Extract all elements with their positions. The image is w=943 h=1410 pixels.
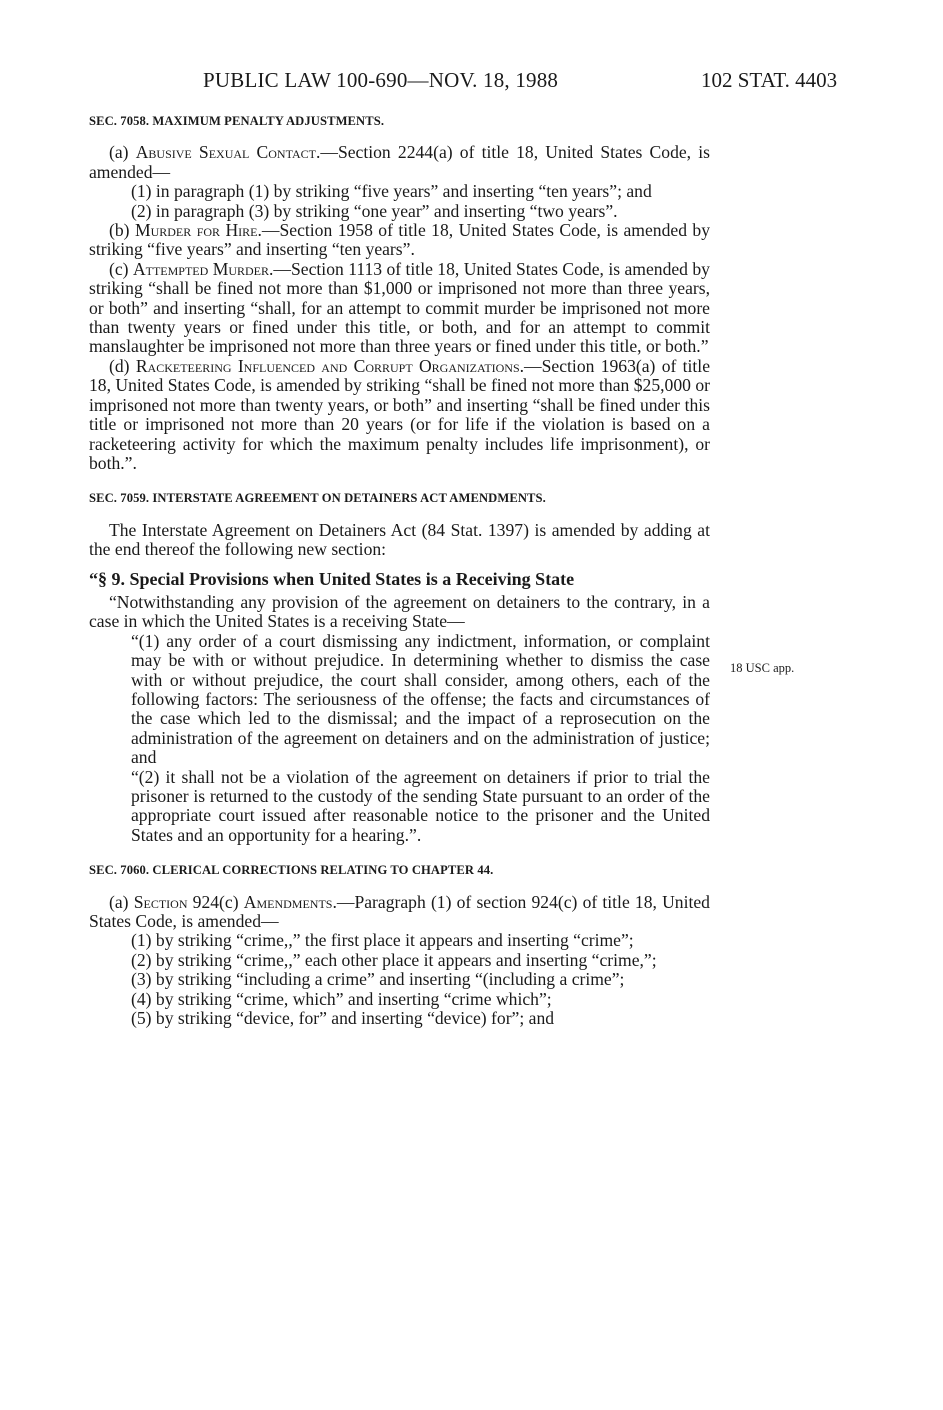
subsection-title-part-1: Section <box>133 891 188 912</box>
section-7059-intro: The Interstate Agreement on Detainers Act (84 Stat. 1397) is amended by adding at the end thereof the following new section: <box>89 519 710 560</box>
section-7059-heading: SEC. 7059. INTERSTATE AGREEMENT ON DETAINERS ACT AMENDMENTS. <box>89 491 546 506</box>
section-7060-a-paragraph-5: (5) by striking “device, for” and inserting “device) for”; and <box>131 1008 555 1029</box>
section-7058-a-paragraph-1: (1) in paragraph (1) by striking “five years” and inserting “ten years”; and <box>131 181 652 202</box>
section-7058-subsection-d: (d) Racketeering Influenced and Corrupt Organizations.—Section 1963(a) of title 18, United States Code, is amended by striking “shall be fined not more than $25,000 or imprisoned not more than twenty years, or both” and inserting “shall be fined under this title or imprisoned not more than 20 years (or for life if the violation is based on a racketeering activity for which the maximum penalty includes life imprisonment), or both.”. <box>89 355 711 473</box>
section-7058-subsection-c: (c) Attempted Murder.—Section 1113 of title 18, United States Code, is amended by striking “shall be fined not more than $1,000 or imprisoned not more than three years, or both” and inserting “shall, for an attempt to commit murder be imprisoned not more than twenty years or fined under this title, or both, and for an attempt to commit manslaughter be imprisoned not more than three years or fined under this title, or both.” <box>89 258 710 357</box>
section-7058-subsection-a: (a) Abusive Sexual Contact.—Section 2244(a) of title 18, United States Code, is amended— <box>89 142 710 182</box>
statute-page-number: 102 STAT. 4403 <box>701 68 838 92</box>
section-7058-heading: SEC. 7058. MAXIMUM PENALTY ADJUSTMENTS. <box>89 114 385 128</box>
subsection-title: Murder for Hire. <box>134 220 262 241</box>
section-7060-heading: SEC. 7060. CLERICAL CORRECTIONS RELATING TO CHAPTER 44. <box>89 863 494 878</box>
section-7060-a-paragraph-2: (2) by striking “crime,,” each other place it appears and inserting “crime,”; <box>131 949 657 970</box>
section-7058-subsection-b: (b) Murder for Hire.—Section 1958 of title 18, United States Code, is amended by striking “five years” and inserting “ten years”. <box>89 220 711 260</box>
subsection-title: Attempted Murder. <box>132 258 274 279</box>
section-7060-a-paragraph-4: (4) by striking “crime, which” and inserting “crime which”; <box>131 988 552 1009</box>
section-9-title: “§ 9. Special Provisions when United States is a Receiving State <box>89 568 575 589</box>
section-7058-a-paragraph-2: (2) in paragraph (3) by striking “one year” and inserting “two years”. <box>131 200 618 221</box>
section-7060-a-paragraph-3: (3) by striking “including a crime” and inserting “(including a crime”; <box>131 969 625 990</box>
section-9-paragraph-1: “(1) any order of a court dismissing any indictment, information, or complaint may be with or without prejudice. In determining whether to dismiss the case with or without prejudice, the court shall consider, among others, each of the following factors: The seriousness of the offense; the facts and circumstances of the case which led to the dismissal; and the impact of a reprosecution on the administration of the agreement on detainers and on the administration of justice; and <box>131 630 710 768</box>
subsection-title: Racketeering Influenced and Corrupt Organizations. <box>135 355 525 376</box>
page-header <box>0 68 943 98</box>
section-7060-subsection-a: (a) Section 924(c) Amendments.—Paragraph (1) of section 924(c) of title 18, United States Code, is amended— <box>89 891 710 932</box>
section-9-paragraph-2: “(2) it shall not be a violation of the agreement on detainers if prior to trial the prisoner is returned to the custody of the sending State pursuant to an order of the appropriate court issued after reasonable notice to the prisoner and the United States and an opportunity for a hearing.”. <box>131 766 710 845</box>
subsection-title: Abusive Sexual Contact. <box>135 142 321 163</box>
running-head-title: PUBLIC LAW 100-690—NOV. 18, 1988 <box>203 68 559 92</box>
margin-note-citation: 18 USC app. <box>730 661 795 675</box>
section-9-lead: “Notwithstanding any provision of the agreement on detainers to the contrary, in a case in which the United States is a receiving State— <box>89 591 710 632</box>
document-body <box>89 112 710 1028</box>
subsection-title-part-2: Amendments. <box>243 891 337 912</box>
section-7060-a-paragraph-1: (1) by striking “crime,,” the first place it appears and inserting “crime”; <box>131 930 634 951</box>
